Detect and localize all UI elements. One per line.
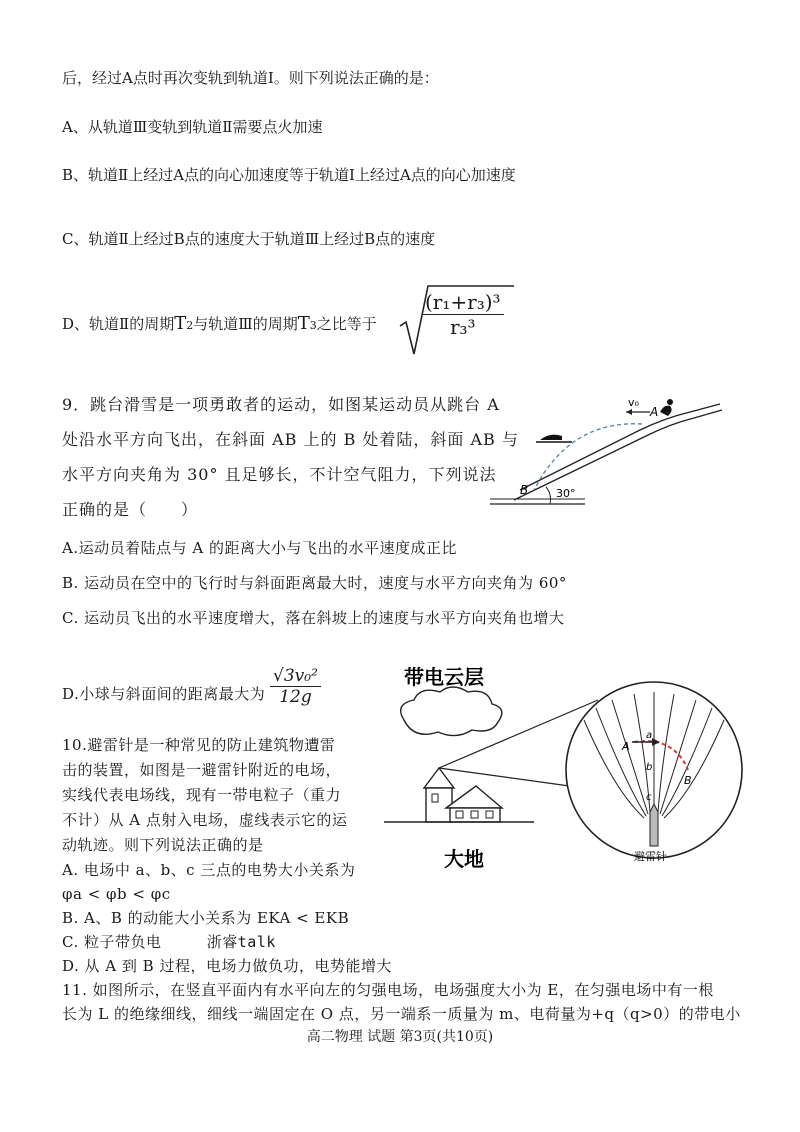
q10-stem-line-3: 实线代表电场线，现有一带电粒子（重力 [62, 786, 342, 804]
q10-stem-line-2: 击的装置，如图是一避雷针附近的电场， [62, 761, 342, 779]
q11-line-1: 11. 如图所示，在竖直平面内有水平向左的匀强电场，电场强度大小为 E，在匀强电场中有一根 [62, 981, 714, 999]
label-b: B [520, 483, 529, 497]
q10-option-b: B. A、B 的动能大小关系为 EKA < EKB [62, 909, 350, 927]
q9-ski-jump-figure [490, 390, 730, 510]
label-point-c-lower: c [646, 792, 652, 803]
cloud-icon [401, 687, 502, 736]
label-point-b-upper: B [684, 774, 692, 787]
slope-upper [520, 404, 720, 490]
q10-option-a-line-1: A. 电场中 a、b、c 三点的电势大小关系为 [62, 861, 356, 879]
q10-stem-line-1: 10.避雷针是一种常见的防止建筑物遭雷 [62, 736, 336, 754]
q8-option-d [62, 314, 377, 336]
q8-d-numerator: (r₁+r₃)³ [422, 290, 504, 315]
q9-d-denominator: 12g [279, 687, 312, 707]
q8-d-t3-sub: 3 [309, 319, 317, 332]
q10-c-text: C. 粒子带负电 [62, 933, 162, 951]
q9-stem-line-1: 9．跳台滑雪是一项勇敢者的运动，如图某运动员从跳台 A [62, 395, 500, 414]
q11-line-2: 长为 L 的绝缘细线，细线一端固定在 O 点，另一端系一质量为 m、电荷量为+q（q>0）的带电小 [62, 1005, 741, 1023]
q10-c-note: 浙睿talk [206, 933, 276, 951]
q8-d-t3: T [297, 313, 310, 334]
q10-lightning-rod-figure [384, 660, 754, 875]
slope-lower [514, 410, 722, 500]
label-a: A [650, 405, 659, 419]
page-footer: 高二物理 试题 第3页(共10页) [306, 1029, 494, 1045]
q9-stem-line-2: 处沿水平方向飞出，在斜面 AB 上的 B 处着陆，斜面 AB 与 [62, 430, 519, 449]
q10-option-d: D. 从 A 到 B 过程，电场力做负功，电势能增大 [62, 957, 392, 975]
intro-line: 后，经过A点时再次变轨到轨道Ⅰ。则下列说法正确的是： [62, 69, 439, 87]
q9-stem-line-4: 正确的是（ ） [62, 500, 199, 519]
trajectory-dashed [534, 424, 642, 490]
q10-stem-line-5: 动轨迹。则下列说法正确的是 [62, 836, 264, 854]
label-point-a-upper: A [622, 740, 630, 753]
q8-d-mid: 与轨道Ⅲ的周期 [193, 315, 298, 333]
lightning-rod [650, 804, 658, 846]
q10-stem-line-4: 不计）从 A 点射入电场，虚线表示它的运 [62, 811, 348, 829]
q10-option-a-line-2: φa < φb < φc [62, 885, 171, 903]
q9-d-prefix: D.小球与斜面间的距离最大为 [62, 685, 266, 703]
q8-option-b: B、轨道Ⅱ上经过A点的向心加速度等于轨道Ⅰ上经过A点的向心加速度 [62, 166, 516, 184]
q9-option-d [62, 684, 265, 704]
label-cloud-layer: 带电云层 [404, 665, 484, 689]
q8-d-denominator: r₃³ [449, 315, 476, 339]
skier-landed [540, 435, 562, 440]
label-point-a-lower: a [646, 730, 653, 741]
q10-option-c [62, 932, 276, 952]
label-lightning-rod: 避雷针 [634, 850, 667, 863]
house-icon [424, 768, 502, 822]
label-angle: 30° [556, 487, 576, 500]
q8-d-prefix: D、轨道Ⅱ的周期 [62, 315, 175, 333]
q9-d-fraction [270, 666, 321, 707]
q9-stem-line-3: 水平方向夹角为 30° 且足够长，不计空气阻力，下列说法 [62, 465, 497, 484]
q8-option-c: C、轨道Ⅱ上经过B点的速度大于轨道Ⅲ上经过B点的速度 [62, 230, 436, 248]
q9-option-c: C. 运动员飞出的水平速度增大，落在斜坡上的速度与水平方向夹角也增大 [62, 609, 565, 627]
q8-option-a: A、从轨道Ⅲ变轨到轨道Ⅱ需要点火加速 [62, 118, 323, 136]
q8-d-suffix: 之比等于 [316, 315, 377, 333]
q8-d-t2: T [174, 313, 187, 334]
q9-option-b: B. 运动员在空中的飞行时与斜面距离最大时，速度与水平方向夹角为 60° [62, 574, 567, 592]
skier-at-a [660, 406, 672, 416]
label-v0: v₀ [628, 396, 639, 409]
label-point-b-lower: b [646, 762, 653, 773]
q8-d-fraction [422, 290, 504, 339]
q8-d-t2-sub: 2 [186, 319, 194, 332]
q9-d-numerator: √3v₀² [270, 666, 321, 687]
q9-option-a: A.运动员着陆点与 A 的距离大小与飞出的水平速度成正比 [62, 539, 457, 557]
label-ground: 大地 [444, 847, 484, 871]
